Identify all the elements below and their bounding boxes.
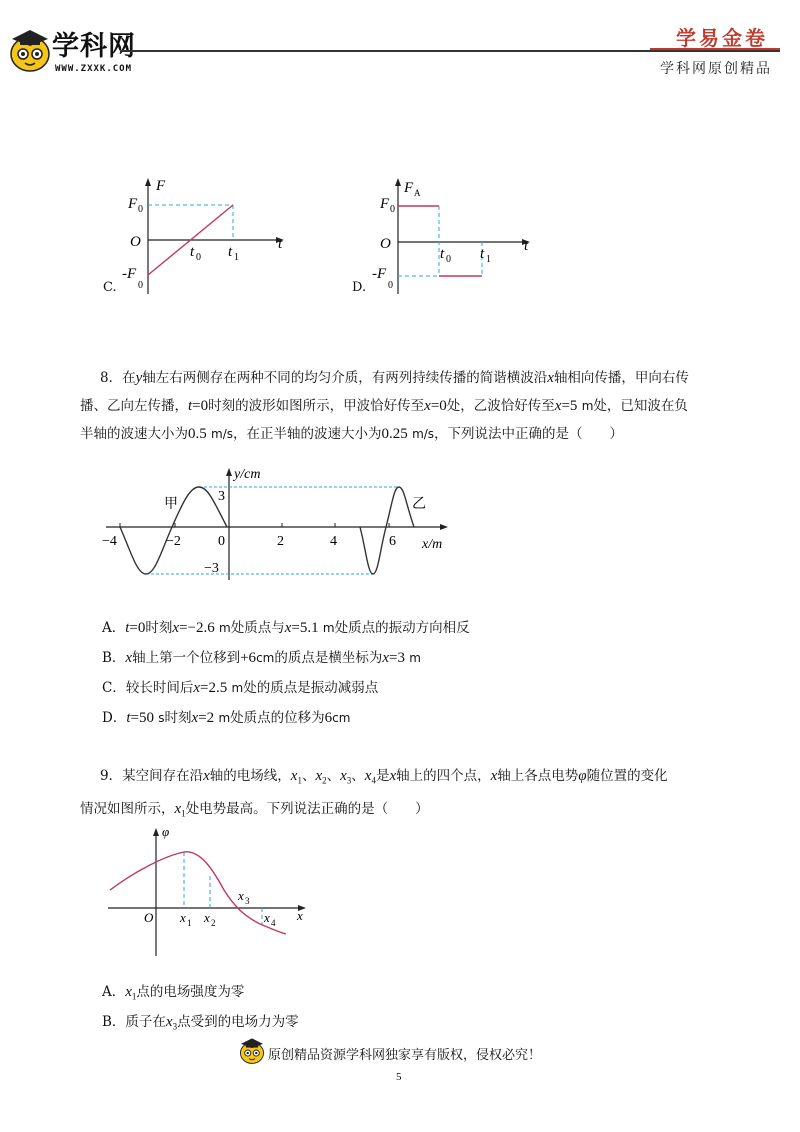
phi-x1-sub: 1 xyxy=(187,918,192,928)
wave-label-jia: 甲 xyxy=(164,497,178,512)
q9-line-2: 情况如图所示，$x_1$处电势最高。下列说法正确的是（ ） xyxy=(80,800,429,819)
t0-sub: 0 xyxy=(446,254,451,265)
wave-label-yi: 乙 xyxy=(412,497,426,512)
option-d-label: D. xyxy=(352,280,367,295)
t0-label: t xyxy=(440,246,445,262)
t1-sub: 1 xyxy=(234,252,239,263)
header-title: 学易金卷 xyxy=(676,26,768,50)
axis-label-t: t xyxy=(278,236,283,252)
footer-mascot-icon xyxy=(238,1036,266,1064)
header-subtitle: 学科网原创精品 xyxy=(660,61,772,77)
question-9-text xyxy=(80,762,750,827)
option-c-label: C. xyxy=(103,280,117,295)
origin-label: O xyxy=(130,234,141,250)
figure-c xyxy=(118,170,298,300)
neg-f0-label: -F xyxy=(122,266,137,282)
axis-label-fa-sub: A xyxy=(414,188,421,198)
phi-x2: x xyxy=(204,910,210,925)
q9-option-a: A．$x_1$点的电场强度为零 xyxy=(102,984,245,1002)
axis-label-f: F xyxy=(156,178,166,194)
wave-y-tick-neg: −3 xyxy=(204,561,219,576)
q8-option-a: A．t=0时刻x=−2.6 m处质点与x=5.1 m处质点的振动方向相反 xyxy=(102,620,470,636)
q8-line-3: 半轴的波速大小为0.5 m/s，在正半轴的波速大小为0.25 m/s，下列说法中正确的是（ ） xyxy=(80,426,624,442)
phi-x-label: x xyxy=(297,908,303,923)
t1-label: t xyxy=(480,246,485,262)
phi-origin: O xyxy=(144,910,154,925)
f0-sub: 0 xyxy=(138,204,143,215)
f0-label: F xyxy=(380,196,390,212)
q8-line-2: 播、乙向左传播，t=0时刻的波形如图所示，甲波恰好传至x=0处，乙波恰好传至x=5 m处，已知波在负 xyxy=(80,398,688,414)
neg-f0-label: -F xyxy=(372,266,387,282)
brand-name: 学科网 xyxy=(52,31,136,62)
phi-x1: x xyxy=(180,910,186,925)
q9-option-b: B．质子在$x_3$点受到的电场力为零 xyxy=(102,1014,299,1032)
wave-x-tick: −2 xyxy=(166,534,181,549)
q8-option-b: B．x轴上第一个位移到+6cm的质点是横坐标为x=3 m xyxy=(102,650,421,666)
wave-x-tick: 0 xyxy=(218,534,225,549)
axis-label-fa: F xyxy=(404,180,414,196)
neg-f0-sub: 0 xyxy=(388,280,393,291)
potential-figure xyxy=(104,820,314,960)
phi-x3: x xyxy=(238,888,244,903)
page-number: 5 xyxy=(396,1071,402,1083)
footer-copyright: 原创精品资源学科网独家享有版权，侵权必究！ xyxy=(268,1048,542,1063)
wave-x-tick: 6 xyxy=(389,534,396,549)
wave-x-tick: 2 xyxy=(277,534,284,549)
t0-sub: 0 xyxy=(196,252,201,263)
wave-x-label: x/m xyxy=(422,537,443,552)
wave-y-tick-pos: 3 xyxy=(218,489,225,504)
t0-label: t xyxy=(190,244,195,260)
origin-label: O xyxy=(380,236,391,252)
f0-sub: 0 xyxy=(390,204,395,215)
figure-d xyxy=(364,170,544,300)
q8-line-1: 8．在y轴左右两侧存在两种不同的均匀介质，有两列持续传播的简谐横波沿x轴相向传播，甲向右传 xyxy=(100,370,689,386)
t1-sub: 1 xyxy=(486,254,491,265)
question-8-text xyxy=(80,364,740,448)
phi-y-label: φ xyxy=(162,824,170,839)
phi-x4-sub: 4 xyxy=(271,918,276,928)
phi-x2-sub: 2 xyxy=(211,918,216,928)
wave-figure xyxy=(100,462,460,584)
q8-option-d: D．t=50 s时刻x=2 m处质点的位移为6cm xyxy=(102,710,351,726)
wave-x-tick: −4 xyxy=(102,534,117,549)
wave-x-tick: 4 xyxy=(330,534,337,549)
wave-y-label: y/cm xyxy=(234,467,261,482)
t1-label: t xyxy=(228,244,233,260)
q8-option-c: C．较长时间后x=2.5 m处的质点是振动减弱点 xyxy=(102,680,379,696)
q9-line-1: 9．某空间存在沿x轴的电场线，$x_1$、$x_2$、$x_3$、$x_4$是x轴上的四个点，x轴上各点电势φ随位置的变化 xyxy=(100,768,668,786)
phi-x4: x xyxy=(264,910,270,925)
f0-label: F xyxy=(128,196,138,212)
axis-label-t: t xyxy=(524,238,529,254)
phi-x3-sub: 3 xyxy=(245,896,250,906)
header xyxy=(0,0,800,90)
brand-url: WWW.ZXXK.COM xyxy=(55,64,133,74)
neg-f0-sub: 0 xyxy=(138,280,143,291)
logo-mascot-icon xyxy=(8,26,52,72)
